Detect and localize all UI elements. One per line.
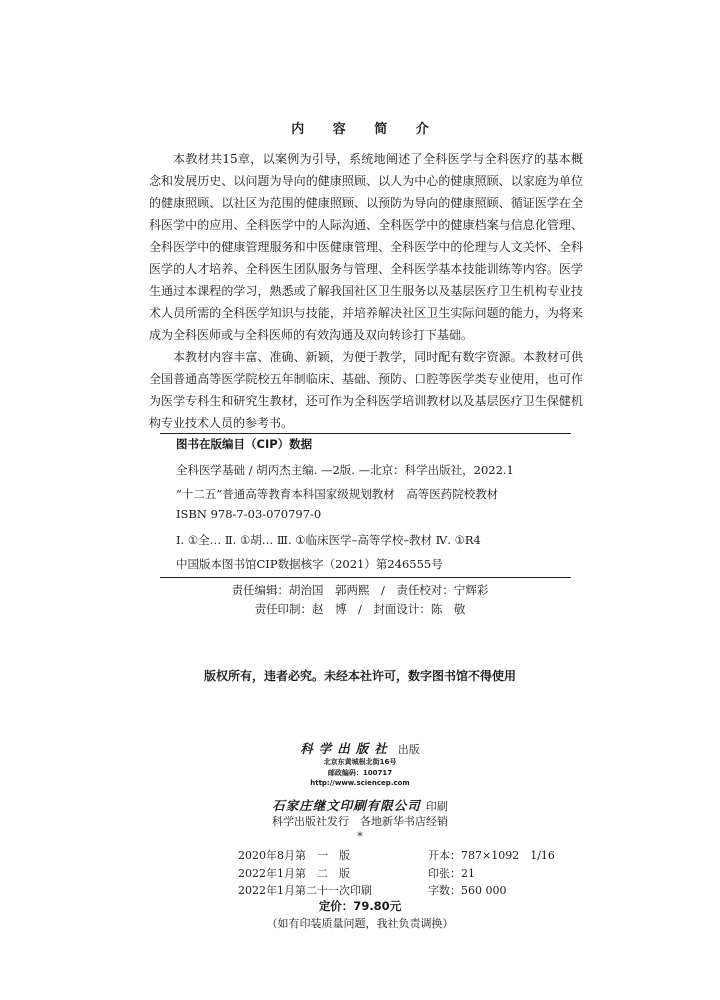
edition-spec: 字数：560 000	[428, 884, 507, 897]
cip-heading: 图书在版编目（CIP）数据	[176, 437, 313, 451]
staff-production: 责任印制：赵 博 / 封面设计：陈 敬	[254, 602, 466, 616]
printer-line	[0, 795, 720, 814]
publisher-suffix: 出版	[397, 743, 420, 756]
copyright-notice: 版权所有，违者必究。未经本社许可，数字图书馆不得使用	[203, 669, 516, 683]
publisher-line	[0, 738, 720, 757]
summary-title: 内 容 简 介	[291, 122, 441, 137]
publisher-website: http://www.sciencep.com	[310, 779, 410, 787]
cip-line-title: 全科医学基础 / 胡丙杰主编. —2版. —北京：科学出版社，2022.1	[176, 463, 514, 477]
edition-date: 2022年1月第 二 版	[238, 867, 350, 880]
cip-line-record: 中国版本图书馆CIP数据核字（2021）第246555号	[176, 557, 443, 571]
colophon-row	[238, 882, 507, 898]
edition-spec: 开本：787×1092 1/16	[428, 849, 555, 862]
distribution-line: 科学出版社发行 各地新华书店经销	[272, 815, 448, 828]
cip-line-series: “十二五”普通高等教育本科国家级规划教材 高等医药院校教材	[176, 487, 499, 501]
publisher-logo: 科学出版社	[300, 741, 393, 756]
cip-line-classification: Ⅰ. ①全… Ⅱ. ①胡… Ⅲ. ①临床医学–高等学校–教材 Ⅳ. ①R4	[176, 533, 481, 547]
publisher-address: 北京东黄城根北街16号	[323, 758, 397, 766]
staff-editors: 责任编辑：胡治国 郭两熙 / 责任校对：宁辉彩	[231, 583, 489, 597]
edition-spec: 印张：21	[428, 867, 475, 880]
summary-text	[149, 148, 583, 434]
return-notice: （如有印装质量问题，我社负责调换）	[266, 917, 454, 930]
cip-bottom-rule	[160, 577, 571, 578]
cip-line-isbn: ISBN 978-7-03-070797-0	[176, 507, 322, 521]
colophon-row	[238, 865, 475, 881]
printer-name: 石家庄继文印刷有限公司	[272, 798, 421, 813]
edition-date: 2022年1月第二十一次印刷	[238, 884, 372, 897]
colophon-row	[238, 847, 555, 863]
separator-star: *	[357, 830, 363, 843]
summary-paragraph: 本教材共15章，以案例为引导，系统地阐述了全科医学与全科医疗的基本概念和发展历史、以问题为导向的健康照顾、以人为中心的健康照顾、以家庭为单位的健康照顾、以社区为范围的健康照顾、以预防为导向的健康照顾、循证医学在全科医学中的应用、全科医学中的人际沟通、全科医学中的健康档案与信息化管理、全科医学中的健康管理服务和中医健康管理、全科医学中的伦理与人文关怀、全科医学的人才培养、全科医生团队服务与管理、全科医学基本技能训练等内容。医学生通过本课程的学习，熟悉或了解我国社区卫生服务以及基层医疗卫生机构专业技术人员所需的全科医学知识与技能，并培养解决社区卫生实际问题的能力，为将来成为全科医师或与全科医师的有效沟通及双向转诊打下基础。	[149, 152, 583, 342]
edition-date: 2020年8月第 一 版	[238, 849, 350, 862]
printer-suffix: 印刷	[425, 800, 448, 813]
publisher-postcode: 邮政编码：100717	[327, 769, 393, 777]
price: 定价：79.80元	[318, 899, 402, 913]
cip-top-rule	[160, 433, 571, 434]
summary-paragraph: 本教材内容丰富、准确、新颖，为便于教学，同时配有数字资源。本教材可供全国普通高等医学院校五年制临床、基础、预防、口腔等医学类专业使用，也可作为医学专科生和研究生教材，还可作为全科医学培训教材以及基层医疗卫生保健机构专业技术人员的参考书。	[149, 350, 583, 430]
